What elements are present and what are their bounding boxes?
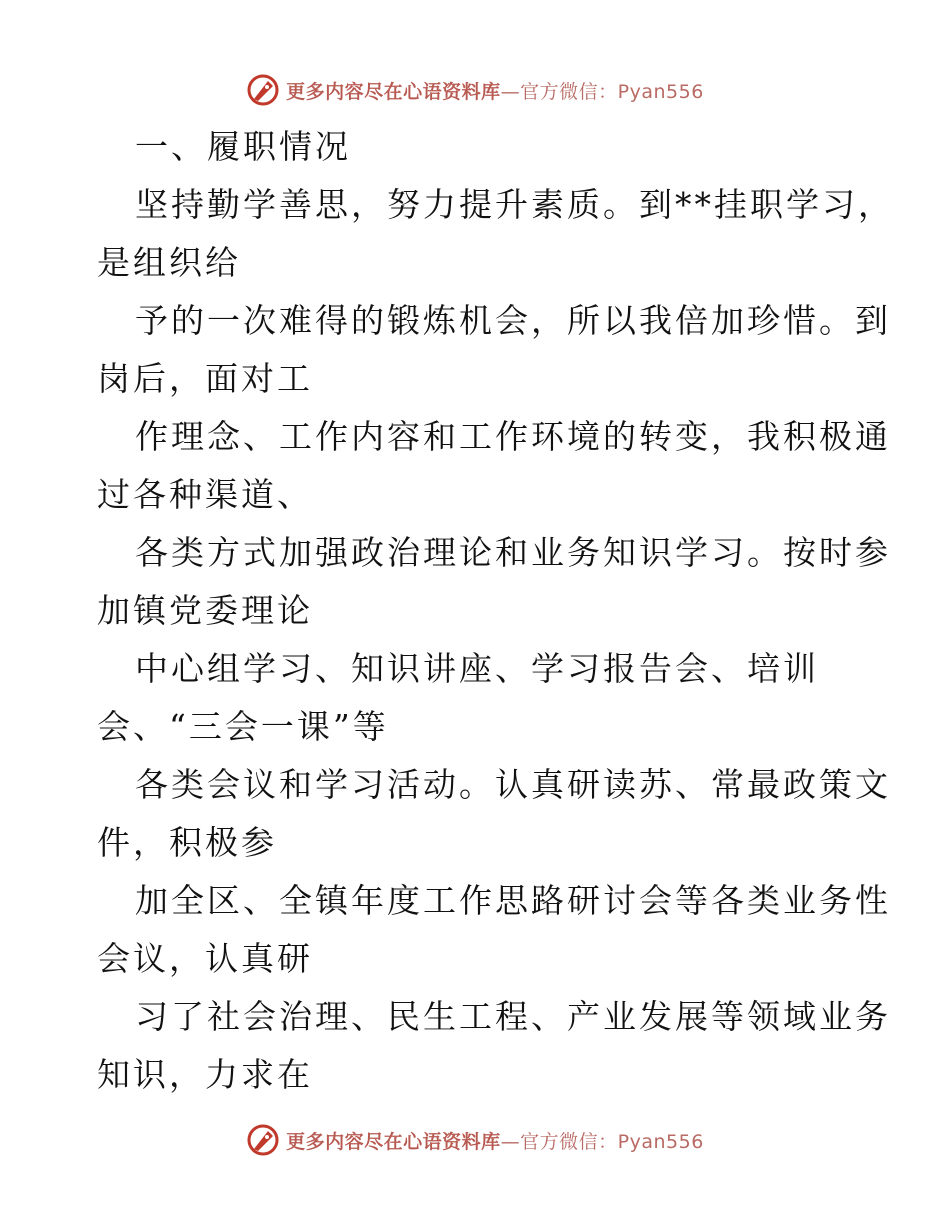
- paragraph-line: 作理念、工作内容和工作环境的转变，我积极通: [135, 417, 891, 456]
- red-pen-nib-icon: [246, 1123, 280, 1157]
- paragraph-line: 岗后，面对工: [97, 359, 313, 398]
- banner-text: [286, 1127, 704, 1154]
- header-banner: [0, 70, 950, 110]
- footer-banner: [0, 1120, 950, 1160]
- document-body: [97, 118, 894, 1104]
- banner-text-rest: —官方微信：Pyan556: [500, 1130, 704, 1153]
- section-heading: 一、履职情况: [135, 127, 351, 166]
- banner-text: [286, 77, 704, 104]
- paragraph-line: 坚持勤学善思，努力提升素质。到**挂职学习，: [135, 185, 894, 224]
- paragraph-line: 中心组学习、知识讲座、学习报告会、培训: [135, 649, 819, 688]
- paragraph-line: 习了社会治理、民生工程、产业发展等领域业务: [135, 997, 891, 1036]
- red-pen-nib-icon: [246, 73, 280, 107]
- paragraph-line: 加全区、全镇年度工作思路研讨会等各类业务性: [135, 881, 891, 920]
- paragraph-line: 予的一次难得的锻炼机会，所以我倍加珍惜。到: [135, 301, 891, 340]
- paragraph-line: 各类会议和学习活动。认真研读苏、常最政策文: [135, 765, 891, 804]
- paragraph-line: 加镇党委理论: [97, 591, 313, 630]
- paragraph-line: 是组织给: [97, 243, 241, 282]
- paragraph-line: 件，积极参: [97, 823, 277, 862]
- paragraph-line: 知识，力求在: [97, 1055, 313, 1094]
- paragraph-line: 会、“三会一课”等: [97, 707, 389, 746]
- paragraph-line: 会议，认真研: [97, 939, 313, 978]
- paragraph-line: 过各种渠道、: [97, 475, 313, 514]
- banner-text-rest: —官方微信：Pyan556: [500, 80, 704, 103]
- banner-text-main: 更多内容尽在心语资料库: [286, 1130, 501, 1153]
- paragraph-line: 各类方式加强政治理论和业务知识学习。按时参: [135, 533, 891, 572]
- banner-text-main: 更多内容尽在心语资料库: [286, 80, 501, 103]
